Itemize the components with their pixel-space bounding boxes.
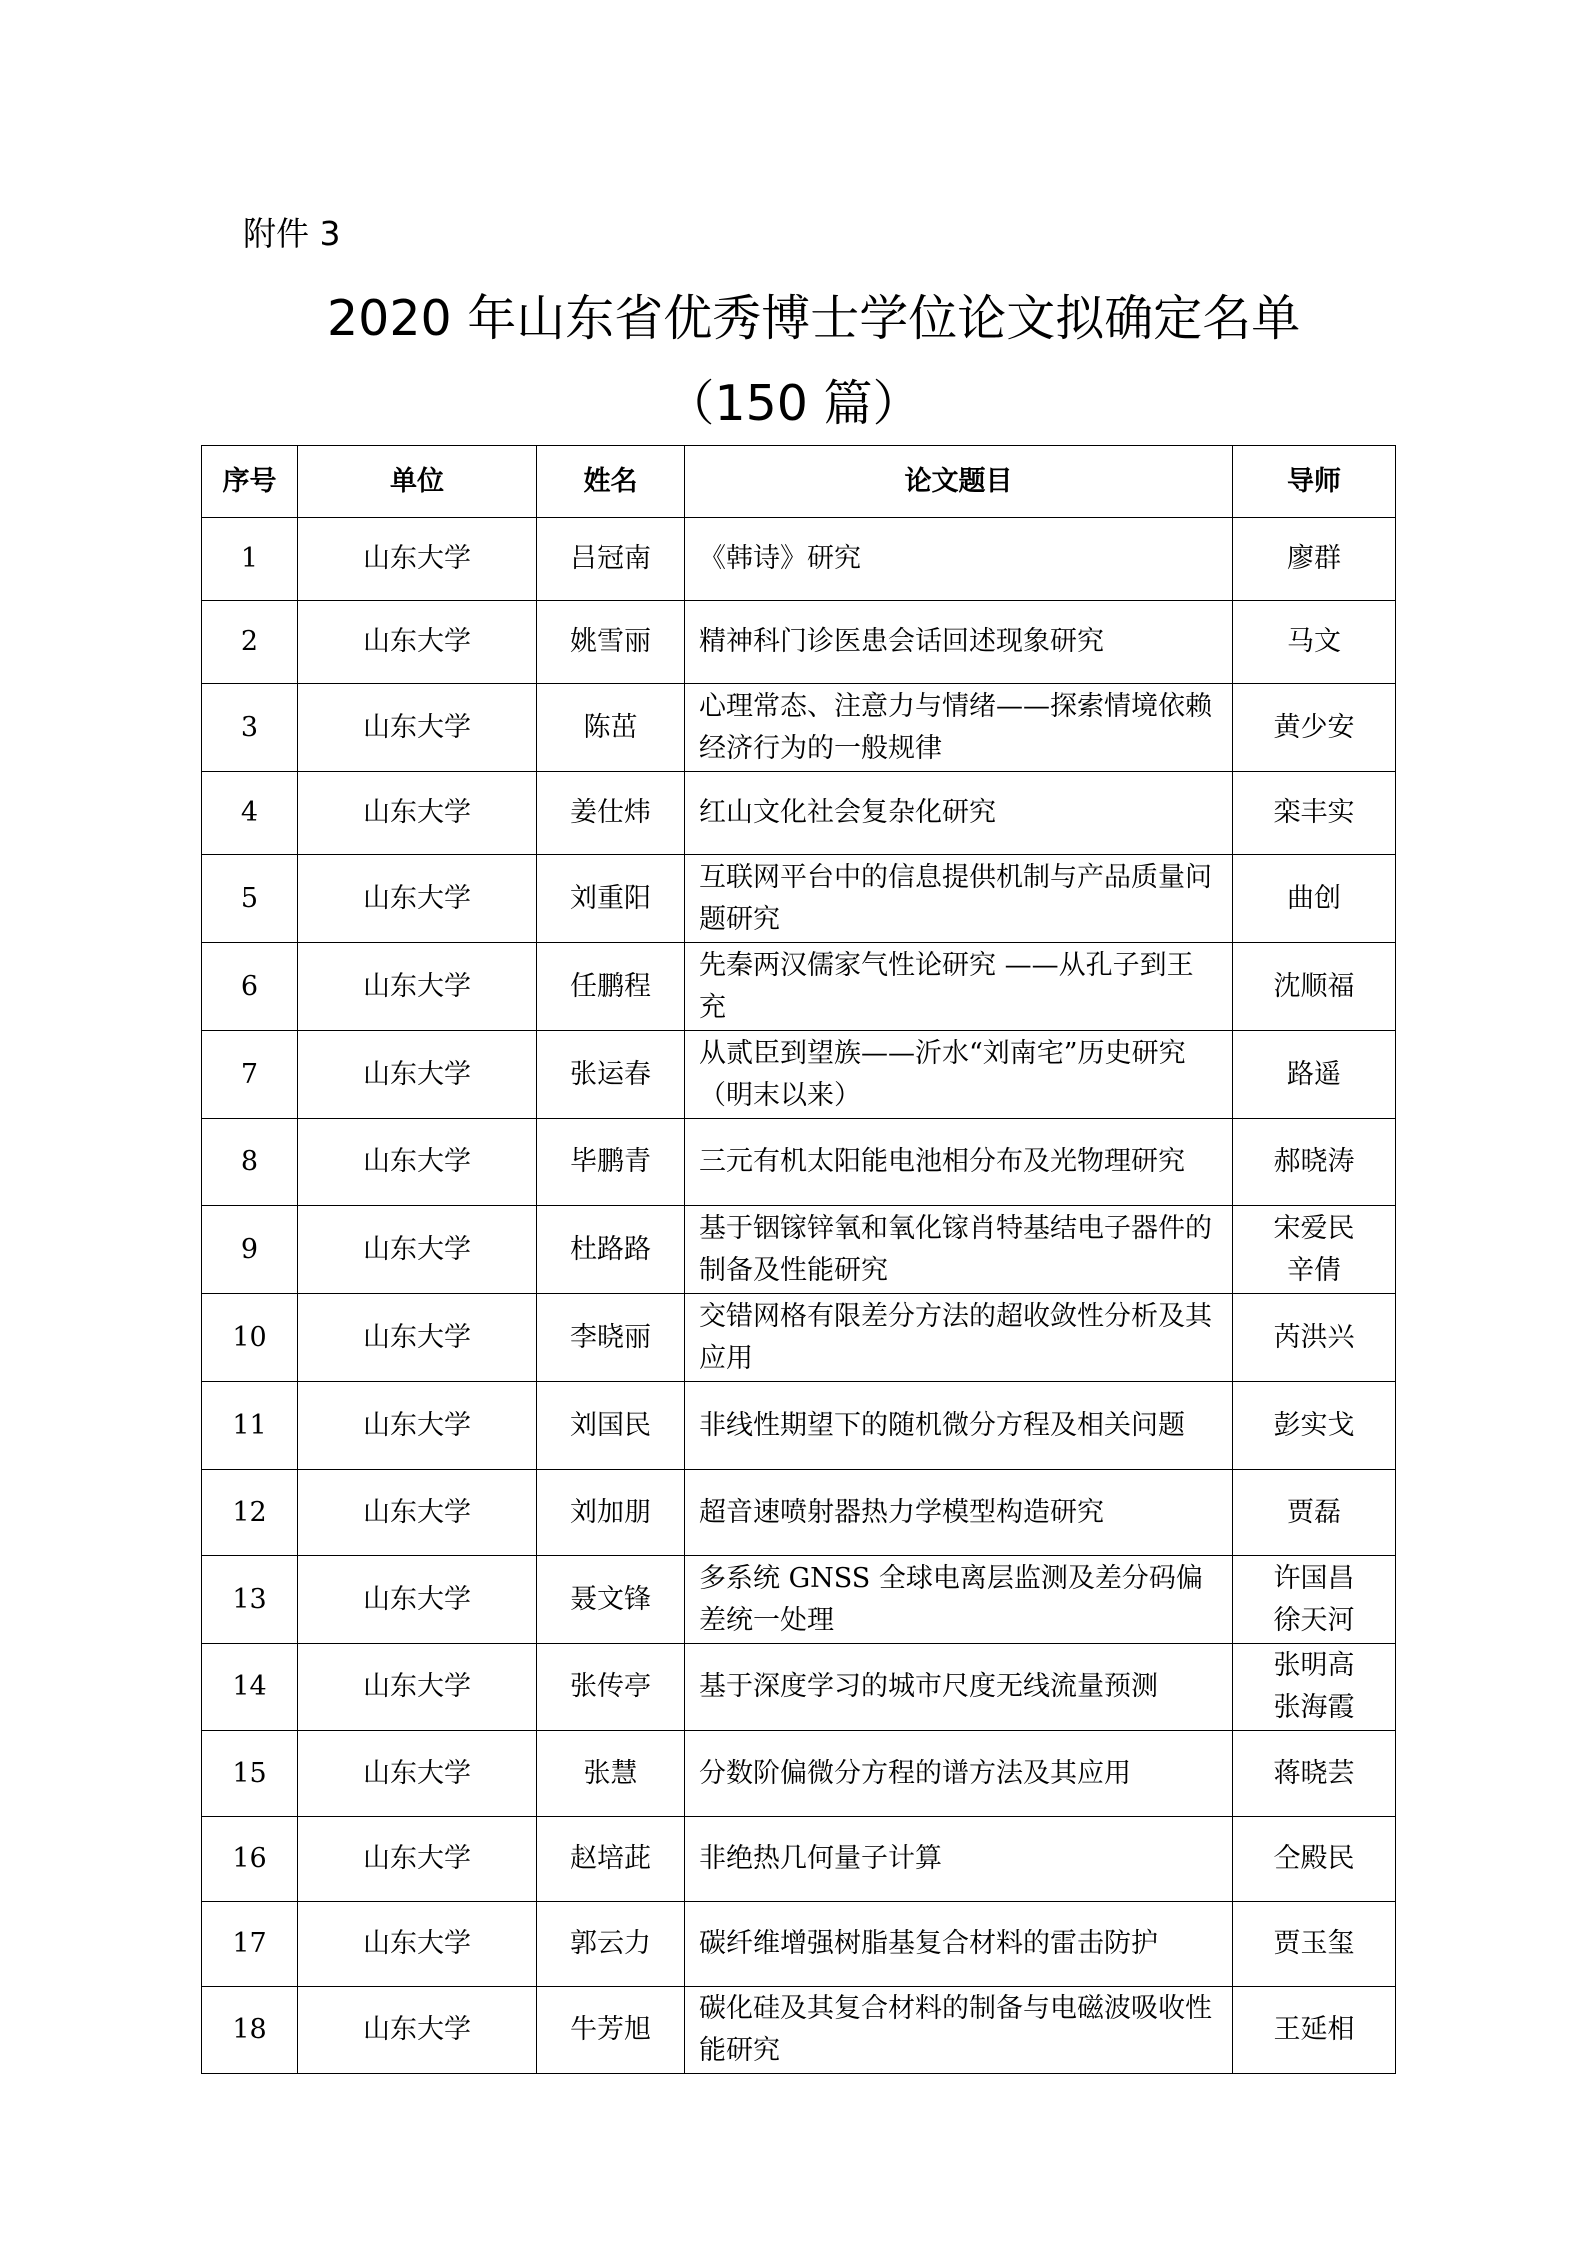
cell-seq: 13 — [202, 1556, 298, 1644]
cell-seq: 4 — [202, 772, 298, 855]
cell-advisor — [1233, 1119, 1396, 1206]
advisor-name: 王延相 — [1273, 2014, 1355, 2045]
cell-unit: 山东大学 — [298, 1294, 537, 1382]
advisor-name: 贾玉玺 — [1273, 1928, 1355, 1959]
table-header-row — [202, 446, 1396, 518]
cell-thesis: 超音速喷射器热力学模型构造研究 — [685, 1470, 1233, 1556]
cell-advisor — [1233, 855, 1396, 943]
cell-unit: 山东大学 — [298, 1817, 537, 1902]
cell-unit: 山东大学 — [298, 943, 537, 1031]
advisor-name: 廖群 — [1287, 543, 1341, 574]
table-row — [202, 1206, 1396, 1294]
cell-unit: 山东大学 — [298, 1731, 537, 1817]
page-subtitle-count: （150 篇） — [665, 375, 922, 432]
table-row — [202, 1731, 1396, 1817]
cell-advisor — [1233, 772, 1396, 855]
cell-unit: 山东大学 — [298, 772, 537, 855]
table-row — [202, 1031, 1396, 1119]
cell-unit: 山东大学 — [298, 1119, 537, 1206]
cell-seq: 3 — [202, 684, 298, 772]
cell-advisor — [1233, 1902, 1396, 1987]
table-row — [202, 943, 1396, 1031]
cell-thesis: 基于深度学习的城市尺度无线流量预测 — [685, 1644, 1233, 1731]
cell-seq: 7 — [202, 1031, 298, 1119]
advisor-name: 徐天河 — [1273, 1604, 1355, 1636]
advisor-name: 仝殿民 — [1273, 1843, 1355, 1874]
table-row — [202, 1470, 1396, 1556]
cell-advisor — [1233, 1382, 1396, 1470]
cell-seq: 9 — [202, 1206, 298, 1294]
cell-name: 吕冠南 — [537, 518, 685, 601]
cell-advisor — [1233, 1644, 1396, 1731]
cell-advisor — [1233, 1731, 1396, 1817]
cell-seq: 6 — [202, 943, 298, 1031]
cell-thesis: 红山文化社会复杂化研究 — [685, 772, 1233, 855]
cell-seq: 16 — [202, 1817, 298, 1902]
cell-seq: 17 — [202, 1902, 298, 1987]
advisor-name: 彭实戈 — [1273, 1409, 1355, 1441]
header-unit: 单位 — [298, 446, 537, 518]
cell-thesis: 交错网格有限差分方法的超收敛性分析及其应用 — [685, 1294, 1233, 1382]
table-row — [202, 772, 1396, 855]
cell-thesis: 非绝热几何量子计算 — [685, 1817, 1233, 1902]
cell-thesis: 从贰臣到望族——沂水“刘南宅”历史研究（明末以来） — [685, 1031, 1233, 1119]
cell-unit: 山东大学 — [298, 1470, 537, 1556]
table-row — [202, 1119, 1396, 1206]
cell-advisor — [1233, 684, 1396, 772]
cell-name: 陈茁 — [537, 684, 685, 772]
cell-seq: 10 — [202, 1294, 298, 1382]
table-row — [202, 855, 1396, 943]
header-seq: 序号 — [202, 446, 298, 518]
advisor-name: 黄少安 — [1273, 711, 1355, 743]
table-row — [202, 1294, 1396, 1382]
table-row — [202, 684, 1396, 772]
cell-name: 张慧 — [537, 1731, 685, 1817]
cell-thesis: 碳纤维增强树脂基复合材料的雷击防护 — [685, 1902, 1233, 1987]
table-row — [202, 1987, 1396, 2074]
cell-thesis: 基于铟镓锌氧和氧化镓肖特基结电子器件的制备及性能研究 — [685, 1206, 1233, 1294]
cell-unit: 山东大学 — [298, 601, 537, 684]
attachment-label: 附件 3 — [243, 214, 341, 253]
advisor-name: 张明高 — [1273, 1650, 1355, 1681]
cell-name: 郭云力 — [537, 1902, 685, 1987]
cell-thesis: 三元有机太阳能电池相分布及光物理研究 — [685, 1119, 1233, 1206]
cell-advisor — [1233, 1294, 1396, 1382]
cell-name: 张运春 — [537, 1031, 685, 1119]
advisor-name: 张海霞 — [1273, 1692, 1355, 1723]
cell-name: 刘加朋 — [537, 1470, 685, 1556]
cell-seq: 8 — [202, 1119, 298, 1206]
cell-advisor — [1233, 1556, 1396, 1644]
advisor-name: 马文 — [1287, 626, 1341, 657]
cell-seq: 15 — [202, 1731, 298, 1817]
table-row — [202, 1817, 1396, 1902]
cell-advisor — [1233, 1206, 1396, 1294]
cell-name: 任鹏程 — [537, 943, 685, 1031]
cell-thesis: 多系统 GNSS 全球电离层监测及差分码偏差统一处理 — [685, 1556, 1233, 1644]
table-row — [202, 1644, 1396, 1731]
cell-thesis: 精神科门诊医患会话回述现象研究 — [685, 601, 1233, 684]
award-table — [201, 445, 1396, 2074]
cell-unit: 山东大学 — [298, 1902, 537, 1987]
cell-name: 牛芳旭 — [537, 1987, 685, 2074]
cell-thesis: 心理常态、注意力与情绪——探索情境依赖经济行为的一般规律 — [685, 684, 1233, 772]
advisor-name: 曲创 — [1287, 882, 1341, 914]
cell-advisor — [1233, 1817, 1396, 1902]
cell-unit: 山东大学 — [298, 1382, 537, 1470]
cell-thesis: 碳化硅及其复合材料的制备与电磁波吸收性能研究 — [685, 1987, 1233, 2074]
cell-advisor — [1233, 1031, 1396, 1119]
cell-seq: 2 — [202, 601, 298, 684]
cell-seq: 11 — [202, 1382, 298, 1470]
cell-advisor — [1233, 943, 1396, 1031]
header-advisor: 导师 — [1233, 446, 1396, 518]
cell-unit: 山东大学 — [298, 1987, 537, 2074]
table-row — [202, 518, 1396, 601]
cell-unit: 山东大学 — [298, 518, 537, 601]
page-title: 2020 年山东省优秀博士学位论文拟确定名单 — [327, 290, 1301, 347]
cell-seq: 5 — [202, 855, 298, 943]
advisor-name: 栾丰实 — [1273, 797, 1355, 828]
advisor-name: 郝晓涛 — [1273, 1146, 1355, 1177]
advisor-name: 沈顺福 — [1273, 970, 1355, 1002]
header-name: 姓名 — [537, 446, 685, 518]
cell-unit: 山东大学 — [298, 855, 537, 943]
cell-name: 刘重阳 — [537, 855, 685, 943]
cell-thesis: 先秦两汉儒家气性论研究 ——从孔子到王充 — [685, 943, 1233, 1031]
advisor-name: 宋爱民 — [1273, 1212, 1355, 1244]
cell-advisor — [1233, 601, 1396, 684]
cell-name: 聂文锋 — [537, 1556, 685, 1644]
cell-thesis: 非线性期望下的随机微分方程及相关问题 — [685, 1382, 1233, 1470]
advisor-name: 贾磊 — [1287, 1496, 1341, 1528]
cell-name: 姚雪丽 — [537, 601, 685, 684]
cell-seq: 12 — [202, 1470, 298, 1556]
table-row — [202, 1556, 1396, 1644]
cell-name: 姜仕炜 — [537, 772, 685, 855]
advisor-name: 许国昌 — [1273, 1562, 1355, 1594]
cell-name: 李晓丽 — [537, 1294, 685, 1382]
award-table-container — [201, 445, 1396, 2074]
advisor-name: 路遥 — [1287, 1058, 1341, 1090]
cell-advisor — [1233, 1470, 1396, 1556]
advisor-name: 辛倩 — [1287, 1254, 1341, 1286]
table-row — [202, 601, 1396, 684]
cell-seq: 14 — [202, 1644, 298, 1731]
cell-name: 杜路路 — [537, 1206, 685, 1294]
cell-advisor — [1233, 518, 1396, 601]
cell-advisor — [1233, 1987, 1396, 2074]
cell-thesis: 《韩诗》研究 — [685, 518, 1233, 601]
cell-seq: 18 — [202, 1987, 298, 2074]
header-thesis: 论文题目 — [685, 446, 1233, 518]
cell-name: 赵培茈 — [537, 1817, 685, 1902]
table-row — [202, 1902, 1396, 1987]
cell-unit: 山东大学 — [298, 1031, 537, 1119]
cell-unit: 山东大学 — [298, 684, 537, 772]
cell-thesis: 互联网平台中的信息提供机制与产品质量问题研究 — [685, 855, 1233, 943]
table-body — [202, 518, 1396, 2074]
cell-name: 张传亭 — [537, 1644, 685, 1731]
cell-thesis: 分数阶偏微分方程的谱方法及其应用 — [685, 1731, 1233, 1817]
advisor-name: 蒋晓芸 — [1273, 1757, 1355, 1789]
table-row — [202, 1382, 1396, 1470]
cell-name: 刘国民 — [537, 1382, 685, 1470]
cell-unit: 山东大学 — [298, 1644, 537, 1731]
cell-unit: 山东大学 — [298, 1556, 537, 1644]
cell-unit: 山东大学 — [298, 1206, 537, 1294]
advisor-name: 芮洪兴 — [1273, 1321, 1355, 1353]
cell-seq: 1 — [202, 518, 298, 601]
cell-name: 毕鹏青 — [537, 1119, 685, 1206]
